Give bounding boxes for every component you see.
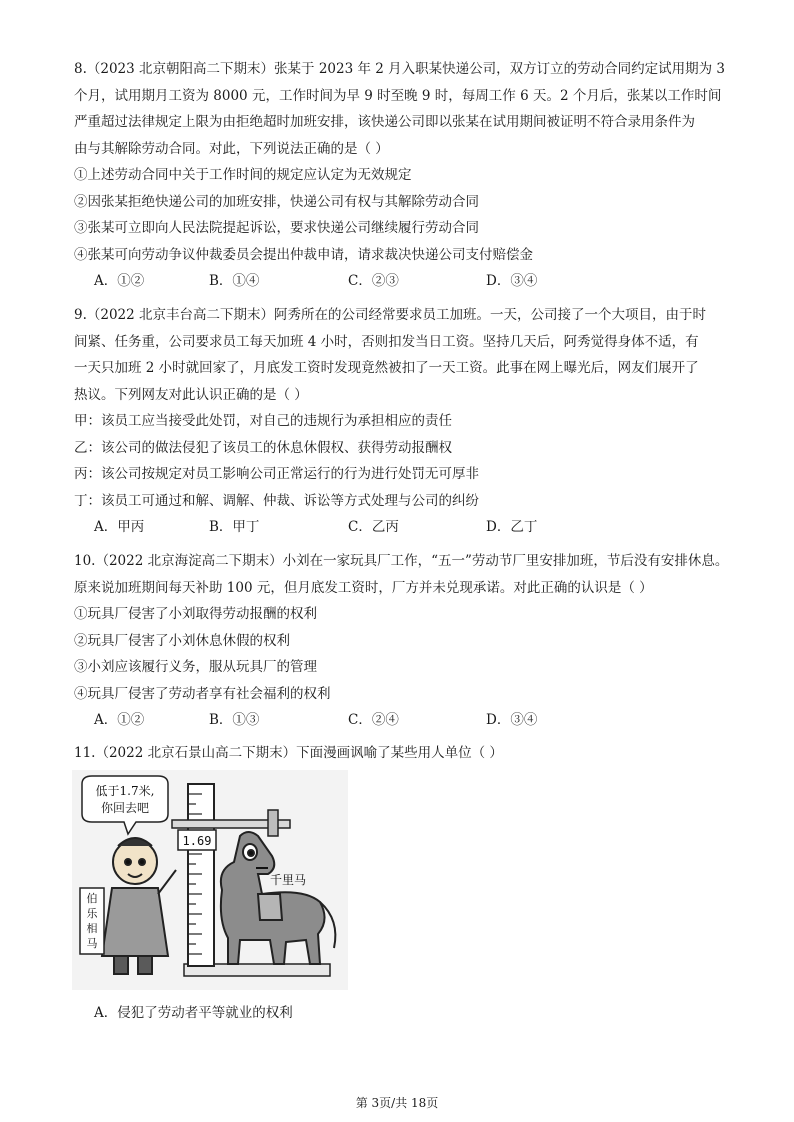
- statement: ①上述劳动合同中关于工作时间的规定应认定为无效规定: [74, 167, 412, 183]
- statement: ①玩具厂侵害了小刘取得劳动报酬的权利: [74, 606, 317, 622]
- answer-options: [74, 707, 724, 734]
- answer-options: [74, 1000, 724, 1027]
- option-a[interactable]: A．甲丙: [94, 519, 145, 535]
- question-stem-line: 严重超过法律规定上限为由拒绝超时加班安排，该快递公司即以张某在试用期间被证明不符合录用条件为: [74, 114, 695, 130]
- question-stem-line: 一天只加班 2 小时就回家了，月底发工资时发现竟然被扣了一天工资。此事在网上曝光后，网友们展开了: [74, 360, 699, 376]
- option-c[interactable]: C．②③: [348, 273, 399, 289]
- option-c[interactable]: C．②④: [348, 712, 399, 728]
- question-10: [74, 548, 729, 734]
- statement: ④张某可向劳动争议仲裁委员会提出仲裁申请，请求裁决快递公司支付赔偿金: [74, 246, 533, 263]
- option-b[interactable]: B．①③: [209, 712, 260, 728]
- statement: ④玩具厂侵害了劳动者享有社会福利的权利: [74, 685, 331, 702]
- question-9: [74, 302, 724, 541]
- question-stem-line: 间紧、任务重，公司要求员工每天加班 4 小时，否则扣发当日工资。坚持几天后，阿秀觉得身体不适，有: [74, 333, 699, 350]
- option-c[interactable]: C．乙丙: [348, 519, 399, 535]
- scroll-char: 伯: [86, 892, 98, 905]
- speech-line: 你回去吧: [100, 801, 150, 815]
- question-stem-line: 9.（2022 北京丰台高二下期末）阿秀所在的公司经常要求员工加班。一天，公司接了一个大项目，由于时: [74, 307, 707, 323]
- question-stem-line: 由与其解除劳动合同。对此，下列说法正确的是（ ）: [74, 140, 389, 157]
- option-d[interactable]: D．③④: [486, 712, 538, 728]
- question-stem-line: 10.（2022 北京海淀高二下期末）小刘在一家玩具厂工作，“五一”劳动节厂里安排加班，节后没有安排休息。: [74, 553, 729, 569]
- question-11-options: [74, 1000, 724, 1027]
- question-stem-line: 11.（2022 北京石景山高二下期末）下面漫画讽喻了某些用人单位（ ）: [74, 745, 503, 761]
- option-d[interactable]: D．乙丁: [486, 519, 538, 535]
- height-reading-label: [178, 830, 216, 850]
- option-d[interactable]: D．③④: [486, 273, 538, 289]
- scroll-bole-xiangma: [80, 888, 104, 954]
- answer-options: [74, 268, 724, 295]
- question-stem-line: 原来说加班期间每天补助 100 元，但月底发工资时，厂方并未兑现承诺。对此正确的认识是（ ）: [74, 579, 653, 596]
- option-a[interactable]: A．侵犯了劳动者平等就业的权利: [94, 1005, 293, 1021]
- cartoon-bole-measuring-horse: [72, 770, 348, 990]
- statement: ②因张某拒绝快递公司的加班安排，快递公司有权与其解除劳动合同: [74, 193, 479, 210]
- statement: 丁：该员工可通过和解、调解、仲裁、诉讼等方式处理与公司的纠纷: [74, 492, 479, 509]
- speech-line: 低于1.7米,: [95, 784, 155, 798]
- option-a[interactable]: A．①②: [94, 712, 145, 728]
- question-stem-line: 个月，试用期月工资为 8000 元，工作时间为早 9 时至晚 9 时，每周工作 6 天。2 个月后，张某以工作时间: [74, 87, 722, 104]
- statement: ③张某可立即向人民法院提起诉讼，要求快递公司继续履行劳动合同: [74, 220, 479, 236]
- statement: 丙：该公司按规定对员工影响公司正常运行的行为进行处罚无可厚非: [74, 466, 479, 482]
- statement: 甲：该员工应当接受此处罚，对自己的违规行为承担相应的责任: [74, 413, 452, 429]
- answer-options: [74, 514, 724, 541]
- option-a[interactable]: A．①②: [94, 273, 145, 289]
- option-b[interactable]: B．①④: [209, 273, 260, 289]
- option-b[interactable]: B．甲丁: [209, 519, 260, 535]
- statement: ③小刘应该履行义务，服从玩具厂的管理: [74, 659, 317, 675]
- scroll-char: 乐: [86, 907, 98, 920]
- scroll-char: 相: [86, 922, 98, 935]
- question-11: [74, 740, 724, 767]
- question-stem-line: 8.（2023 北京朝阳高二下期末）张某于 2023 年 2 月入职某快递公司，双方订立的劳动合同约定试用期为 3: [74, 61, 726, 77]
- question-8: [74, 56, 724, 295]
- page-footer: 第 3页/共 18页: [355, 1096, 439, 1110]
- statement: ②玩具厂侵害了小刘休息休假的权利: [74, 632, 290, 649]
- question-stem-line: 热议。下列网友对此认识正确的是（ ）: [74, 386, 308, 403]
- horse-label: 千里马: [270, 873, 307, 887]
- statement: 乙：该公司的做法侵犯了该员工的休息休假权、获得劳动报酬权: [74, 439, 452, 456]
- height-reading: 1.69: [182, 834, 212, 848]
- scroll-char: 马: [86, 937, 98, 950]
